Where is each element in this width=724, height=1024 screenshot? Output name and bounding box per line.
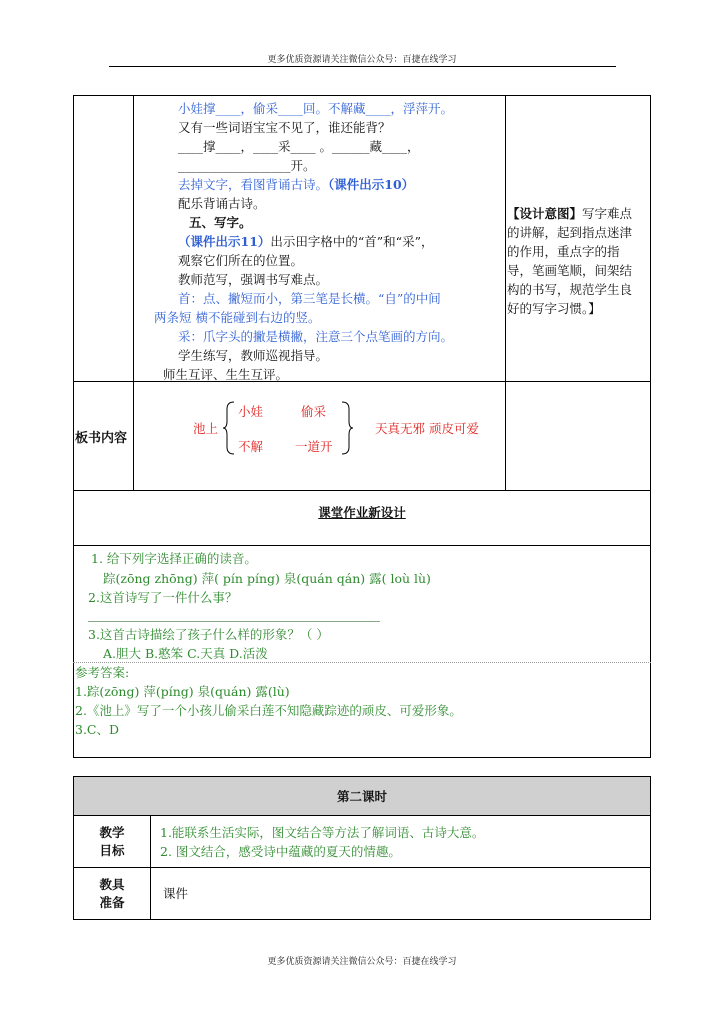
design-intent-line-2: 的讲解，起到指点迷津 <box>507 225 633 240</box>
page-footer: 更多优质资源请关注微信公众号：百捷在线学习 <box>267 957 457 967</box>
table-left-border <box>73 95 74 757</box>
row-divider-1 <box>73 381 651 382</box>
student-practice-line: 学生练写，教师巡视指导。 <box>178 348 329 363</box>
lesson2-title: 第二课时 <box>336 789 387 804</box>
design-intent-label: 【设计意图】 <box>507 206 583 221</box>
peer-review-line: 师生互评、生生互评。 <box>163 367 289 382</box>
board-item-bujie: 不解 <box>238 439 264 454</box>
cai-guidance: 采：爪字头的撇是横撇，注意三个点笔画的方向。 <box>178 329 454 344</box>
design-intent-line-5: 构的书写，规范学生良 <box>507 282 633 297</box>
col-divider-1 <box>133 95 134 490</box>
music-recite: 配乐背诵古诗。 <box>178 196 266 211</box>
board-summary: 天真无邪 顽皮可爱 <box>375 421 479 436</box>
left-brace <box>222 400 236 456</box>
board-item-xiaowa: 小娃 <box>238 404 264 419</box>
homework-title: 课堂作业新设计 <box>318 505 406 520</box>
question-1: 1. 给下列字选择正确的读音。 <box>91 551 257 566</box>
table-bottom-border <box>73 757 651 758</box>
answer-separator <box>73 662 651 663</box>
answer-1: 1.踪(zōng) 萍(píng) 泉(quán) 露(lù) <box>75 684 290 699</box>
goal-1: 1.能联系生活实际，图文结合等方法了解词语、古诗大意。 <box>160 825 485 840</box>
answer-2: 2.《池上》写了一个小孩儿偷采白莲不知隐藏踪迹的顽皮、可爱形象。 <box>75 703 462 718</box>
answer-label: 参考答案: <box>75 665 130 680</box>
courseware-tag-10: （课件出示10） <box>328 177 415 192</box>
blank-line-1: ____撑____，____采____ 。______藏____， <box>178 139 420 154</box>
question-1-options: 踪(zōng zhōng) 萍( pín píng) 泉(quán qán) 露( loù lù) <box>103 571 431 586</box>
table-right-border <box>650 95 651 757</box>
design-intent-line-3: 的作用，重点字的指 <box>507 244 620 259</box>
page-header: 更多优质资源请关注微信公众号：百捷在线学习 <box>267 55 457 65</box>
design-intent-line-4: 导，笔画笔顺，间架结 <box>507 263 633 278</box>
table-top-border <box>73 95 651 96</box>
question-3-options: A.胆大 B.憨笨 C.天真 D.活泼 <box>103 646 268 661</box>
answer-3: 3.C、D <box>75 722 120 737</box>
recite-text: 去掉文字，看图背诵古诗。 <box>178 177 329 192</box>
recite-instruction <box>178 177 414 193</box>
question-2: 2.这首诗写了一件什么事？ <box>88 590 238 605</box>
question-3: 3.这首古诗描绘了孩子什么样的形象？（ ） <box>88 627 329 642</box>
prompt-line: 又有一些词语宝宝不见了，谁还能背？ <box>178 120 391 135</box>
right-brace <box>340 400 354 456</box>
blank-line-2: __________________开。 <box>178 158 316 173</box>
show-grid-text: 出示田字格中的“首”和“采”， <box>270 234 434 249</box>
goal-label-1: 教学 <box>99 825 125 840</box>
row-divider-2 <box>73 490 651 491</box>
design-intent-line-1: 【设计意图】写字难点 <box>507 206 633 221</box>
board-label: 板书内容 <box>75 431 128 446</box>
observe-line: 观察它们所在的位置。 <box>178 253 304 268</box>
shou-guidance-2: 两条短 横不能碰到右边的竖。 <box>154 310 321 325</box>
teacher-demo-line: 教师范写，强调书写难点。 <box>178 272 329 287</box>
tools-value: 课件 <box>163 886 189 901</box>
board-root: 池上 <box>193 421 219 436</box>
col-divider-2 <box>505 95 506 490</box>
goal-label-2: 目标 <box>99 843 125 858</box>
header-rule <box>109 66 616 67</box>
board-item-toucai: 偷采 <box>301 404 327 419</box>
fill-blank-line: 小娃撑____，偷采____回。不解藏____，浮萍开。 <box>178 101 454 116</box>
goal-2: 2. 图文结合，感受诗中蕴藏的夏天的情趣。 <box>160 844 401 859</box>
courseware-tag-11: （课件出示11） <box>178 234 271 249</box>
show-grid-line <box>178 234 433 250</box>
section-heading-writing: 五、写字。 <box>189 215 252 230</box>
answer-line <box>88 621 380 622</box>
tools-label-1: 教具 <box>99 877 125 892</box>
board-item-yidaokai: 一道开 <box>295 439 333 454</box>
row-divider-3 <box>73 545 651 546</box>
tools-label-2: 准备 <box>99 895 125 910</box>
shou-guidance-1: 首：点、撇短而小，第三笔是长横。“自”的中间 <box>178 291 441 306</box>
design-intent-line-6: 好的写字习惯。】 <box>507 301 601 316</box>
